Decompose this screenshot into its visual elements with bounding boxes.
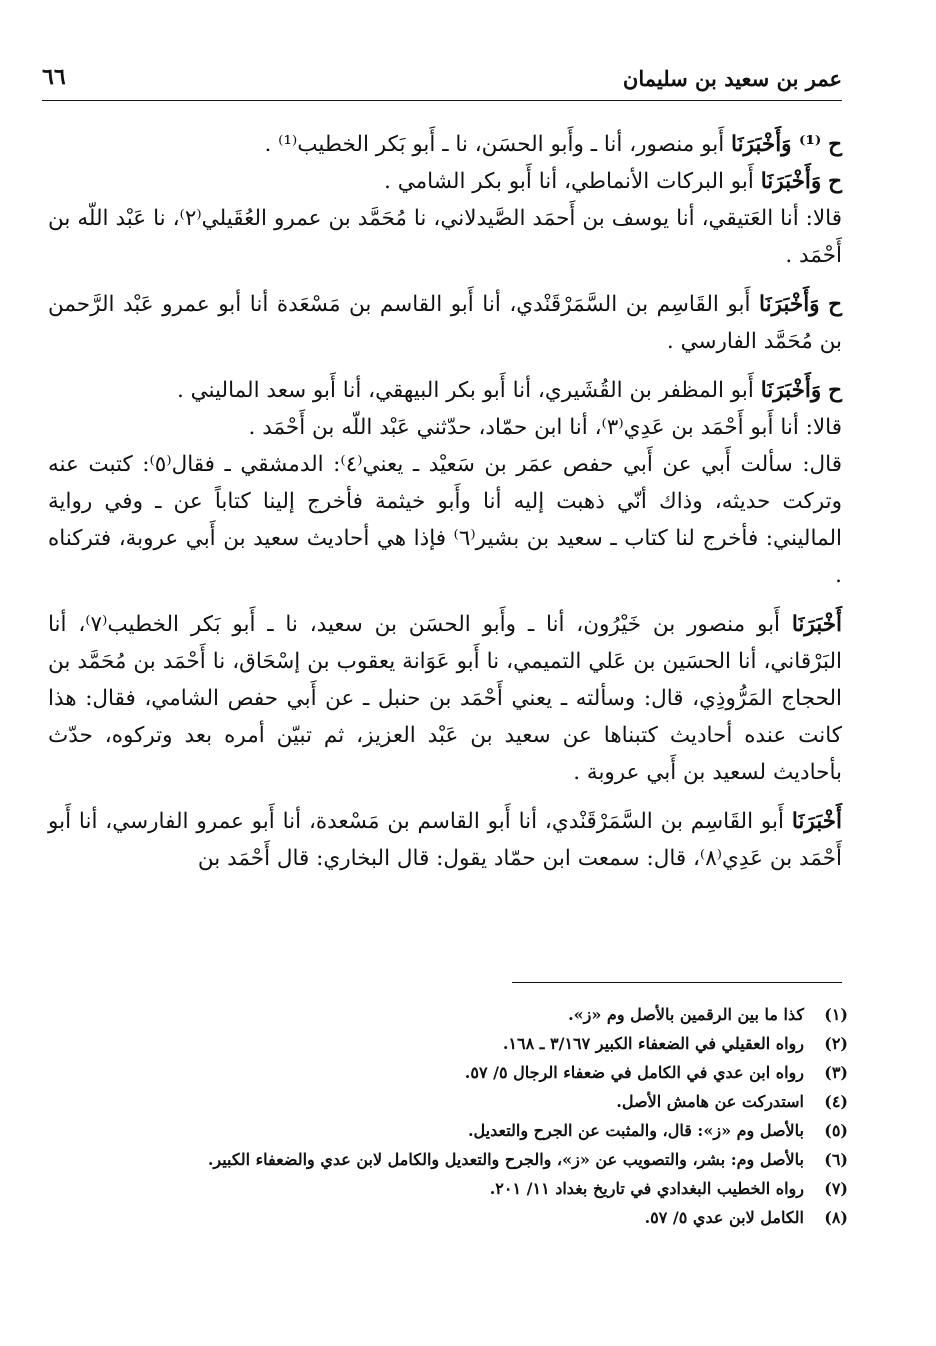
footnote-divider <box>512 982 842 983</box>
footnote-text: رواه الخطيب البغدادي في تاريخ بغداد ١١/ ٢٠١. <box>489 1179 804 1198</box>
footnote-text: رواه العقيلي في الضعفاء الكبير ٣/١٦٧ ـ ١٦٨. <box>502 1034 804 1053</box>
page-header <box>42 62 842 101</box>
paragraph-keyword: وَأَخْبَرَنَا <box>760 378 822 403</box>
paragraph-lead: ح <box>828 169 842 194</box>
footnote <box>48 1029 848 1058</box>
paragraph-text: أَبو منصور بن خَيْرُون، أنا ـ وأَبو الحسَن بن سعيد، نا ـ أَبو بَكر الخطيب⁽٧⁾، أنا البَرْقاني، أنا الحسَين بن عَلي التميمي، نا أَبو عَوَانة يعقوب بن إسْحَاق، نا أَحْمَد بن مُحَمَّد بن الحجاج المَرُّوذِي، قال: وسألته ـ يعني أَحْمَد بن حنبل ـ عن أَبي حفص الشامي، فقال: هذا كانت عنده أحاديث كتبناها عن سعيد بن عَبْد العزيز، ثم تبيّن أمره بعد وتركوه، حدّث بأحاديث لسعيد بن أَبي عروبة . <box>48 612 842 785</box>
footnote-number: (١) <box>824 1005 848 1024</box>
paragraph <box>48 286 842 360</box>
paragraph <box>48 126 842 163</box>
footnote-number: (٤) <box>824 1092 848 1111</box>
paragraph <box>48 803 842 877</box>
footnote <box>48 1087 848 1116</box>
paragraph <box>48 446 842 594</box>
footnote-text: استدركت عن هامش الأصل. <box>616 1092 804 1111</box>
paragraph <box>48 372 842 409</box>
footnote-number: (٧) <box>824 1179 848 1198</box>
main-text <box>48 126 842 877</box>
footnote-text: الكامل لابن عدي ٥/ ٥٧. <box>644 1208 804 1227</box>
footnote-number: (٨) <box>824 1208 848 1227</box>
paragraph-text: قالا: أنا أَبو أَحْمَد بن عَدِي⁽٣⁾، أنا ابن حمّاد، حدّثني عَبْد اللّه بن أَحْمَد . <box>248 415 842 440</box>
paragraph-keyword: وَأَخْبَرَنَا <box>760 169 822 194</box>
footnote-number: (٦) <box>824 1150 848 1169</box>
footnote-text: بالأصل وم «ز»: قال، والمثبت عن الجرح والتعديل. <box>467 1121 804 1140</box>
paragraph-keyword: أَخْبَرَنَا <box>791 612 842 637</box>
footnotes <box>48 1000 848 1232</box>
paragraph <box>48 409 842 446</box>
paragraph-lead: ح <box>828 292 842 317</box>
paragraph-keyword: ⁽¹⁾ وَأَخْبَرَنَا <box>731 132 822 157</box>
paragraph-keyword: وَأَخْبَرَنَا <box>759 292 820 317</box>
paragraph <box>48 163 842 200</box>
paragraph-text: أَبو القَاسِم بن السَّمَرْقَنْدي، أنا أَبو القاسم بن مَسْعدة، أنا أَبو عمرو الفارسي، أنا أَبو أَحْمَد بن عَدِي⁽٨⁾، قال: سمعت ابن حمّاد يقول: قال البخاري: قال أَحْمَد بن <box>48 809 842 871</box>
paragraph-text: أَبو البركات الأنماطي، أنا أَبو بكر الشامي . <box>384 169 761 194</box>
footnote <box>48 1174 848 1203</box>
footnote <box>48 1058 848 1087</box>
paragraph-text: أَبو المظفر بن القُشَيري، أنا أَبو بكر البيهقي، أنا أَبو سعد الماليني . <box>176 378 761 403</box>
footnote-number: (٢) <box>824 1034 848 1053</box>
footnote-number: (٥) <box>824 1121 848 1140</box>
paragraph <box>48 606 842 791</box>
footnote-text: بالأصل وم: بشر، والتصويب عن «ز»، والجرح والتعديل والكامل لابن عدي والضعفاء الكبير. <box>207 1150 804 1169</box>
footnote-text: كذا ما بين الرقمين بالأصل وم «ز». <box>568 1005 804 1024</box>
paragraph <box>48 200 842 274</box>
paragraph-lead: ح <box>828 378 842 403</box>
paragraph-text: قالا: أنا العَتيقي، أنا يوسف بن أَحمَد الصَّيدلاني، نا مُحَمَّد بن عمرو العُقَيلي⁽٢⁾، نا عَبْد اللّه بن أَحْمَد . <box>48 206 842 268</box>
footnote <box>48 1203 848 1232</box>
paragraph-lead: ح <box>828 132 842 157</box>
paragraph-keyword: أَخْبَرَنَا <box>791 809 842 834</box>
page-number: ٦٦ <box>42 64 66 90</box>
running-title: عمر بن سعيد بن سليمان <box>622 66 842 91</box>
footnote-number: (٣) <box>824 1063 848 1082</box>
paragraph-text: قال: سألت أَبي عن أَبي حفص عمَر بن سَعيْد ـ يعني⁽٤⁾: الدمشقي ـ فقال⁽٥⁾: كتبت عنه وتركت حديثه، وذاك أنّي ذهبت إليه أنا وأَبو خيثمة فأخرج إلينا كتاباً عن ـ وفي رواية الماليني: فأخرج لنا كتاب ـ سعيد بن بشير⁽٦⁾ فإذا هي أحاديث سعيد بن أَبي عروبة، فتركناه . <box>48 452 843 588</box>
footnote <box>48 1145 848 1174</box>
paragraph-text: أَبو منصور، أنا ـ وأَبو الحسَن، نا ـ أَبو بَكر الخطيب⁽¹⁾ . <box>264 132 732 157</box>
paragraph-text: أَبو القَاسِم بن السَّمَرْقَنْدي، أنا أَبو القاسم بن مَسْعَدة أنا أبو عمرو عَبْد الرَّحمن بن مُحَمَّد الفارسي . <box>48 292 842 354</box>
footnote <box>48 1000 848 1029</box>
footnote <box>48 1116 848 1145</box>
footnote-text: رواه ابن عدي في الكامل في ضعفاء الرجال ٥/ ٥٧. <box>464 1063 804 1082</box>
